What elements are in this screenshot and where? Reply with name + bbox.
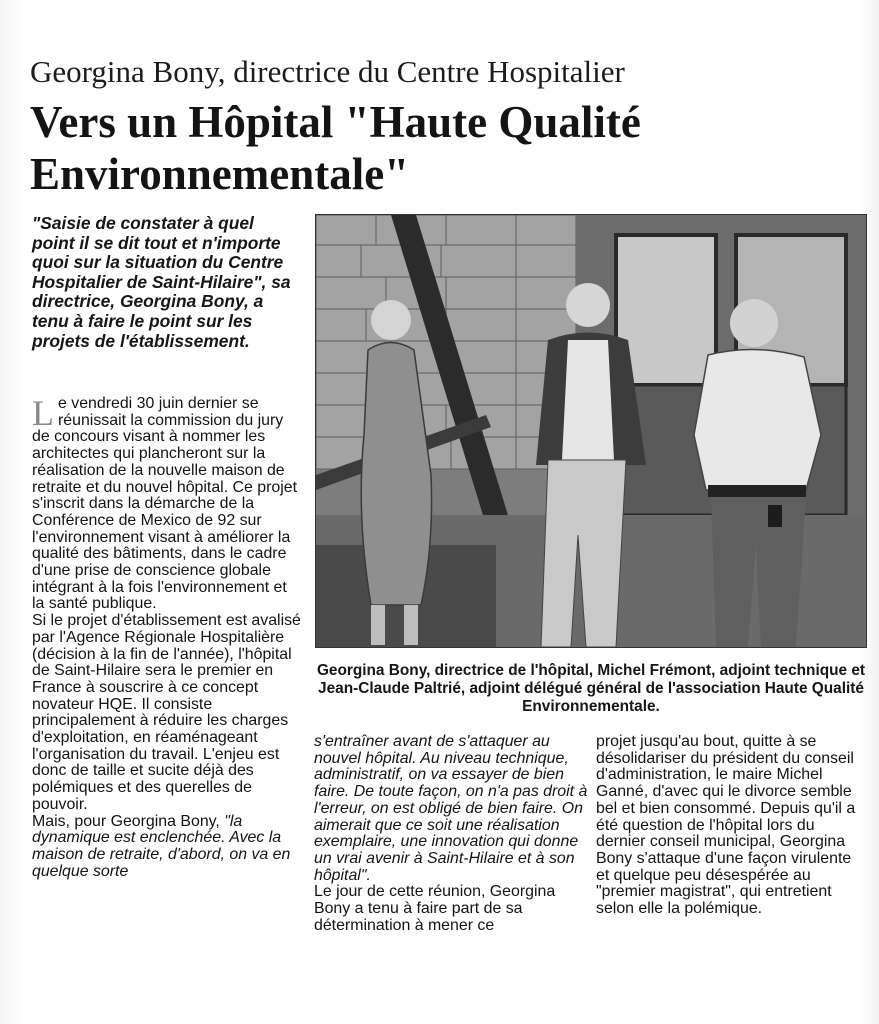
paragraph-3-quote: "la dynamique est enclenchée. Avec la maison de retraite, d'abord, on va en quelque sorte	[32, 812, 291, 880]
paragraph-1	[32, 393, 302, 613]
article-headline	[30, 96, 830, 200]
photo-caption: Georgina Bony, directrice de l'hôpital, Michel Frémont, adjoint technique et Jean-Claude Paltrié, adjoint délégué général de l'association Haute Qualité Environnementale.	[316, 662, 866, 715]
article-column-3	[596, 734, 866, 918]
article-lead: "Saisie de constater à quel point il se dit tout et n'importe quoi sur la situation du Centre Hospitalier de Saint-Hilaire", sa directrice, Georgina Bony, a tenu à faire le point sur les projets de l'établissement.	[32, 213, 291, 351]
paragraph-1-text: e vendredi 30 juin dernier se réunissait la commission du jury de concours visant à nommer les architectes qui plancheront sur la réalisation de la nouvelle maison de retraite et du nouvel hôpital. Ce projet s'inscrit dans la démarche de la Conférence de Mexico de 92 sur l'environnement visant à améliorer la qualité des bâtiments, dans le cadre d'une prise de conscience globale intégrant à la fois l'environnement et la santé publique.	[32, 395, 298, 613]
column-3-paragraph: projet jusqu'au bout, quitte à se désolidariser du président du conseil d'administration, le maire Michel Ganné, d'avec qui le divorce semble bel et bien consommé. Depuis qu'il a été question de l'hôpital lors du dernier conseil municipal, Georgina Bony s'attaque d'une façon virulente et quelque peu désespérée au "premier magistrat", qui entretient selon elle la polémique.	[596, 733, 856, 918]
article-kicker: Georgina Bony, directrice du Centre Hospitalier	[30, 54, 625, 89]
article-column-2	[314, 734, 588, 934]
paragraph-2: Si le projet d'établissement est avalisé par l'Agence Régionale Hospitalière (décision à la fin de l'année), l'hôpital de Saint-Hilaire sera le premier en France à souscrire à ce concept novateur HQE. Il consiste principalement à réduire les charges d'exploitation, en réaménageant l'organisation du travail. L'enjeu est donc de taille et sucite déjà des polémiques et des querelles de pouvoir.	[32, 612, 301, 813]
column-2-quote: s'entraîner avant de s'attaquer au nouvel hôpital. Au niveau technique, administratif, on va essayer de bien faire. De toute façon, on n'a pas droit à l'erreur, on est obligé de bien faire. On aimerait que ce soit une réalisation exemplaire, une innovation qui donne un vrai avenir à Saint-Hilaire et à son hôpital".	[314, 733, 588, 884]
paragraph-3	[32, 814, 302, 881]
article-photo	[315, 214, 867, 648]
article-column-1	[32, 393, 302, 880]
drop-cap: L	[32, 393, 54, 433]
paragraph-3-start: Mais, pour Georgina Bony,	[32, 812, 225, 830]
headline-line-2: Environnementale"	[30, 149, 410, 199]
photo-illustration	[316, 215, 866, 647]
column-2-paragraph: Le jour de cette réunion, Georgina Bony a tenu à faire part de sa détermination à mener ce	[314, 883, 556, 934]
headline-line-1: Vers un Hôpital "Haute Qualité	[30, 97, 641, 147]
